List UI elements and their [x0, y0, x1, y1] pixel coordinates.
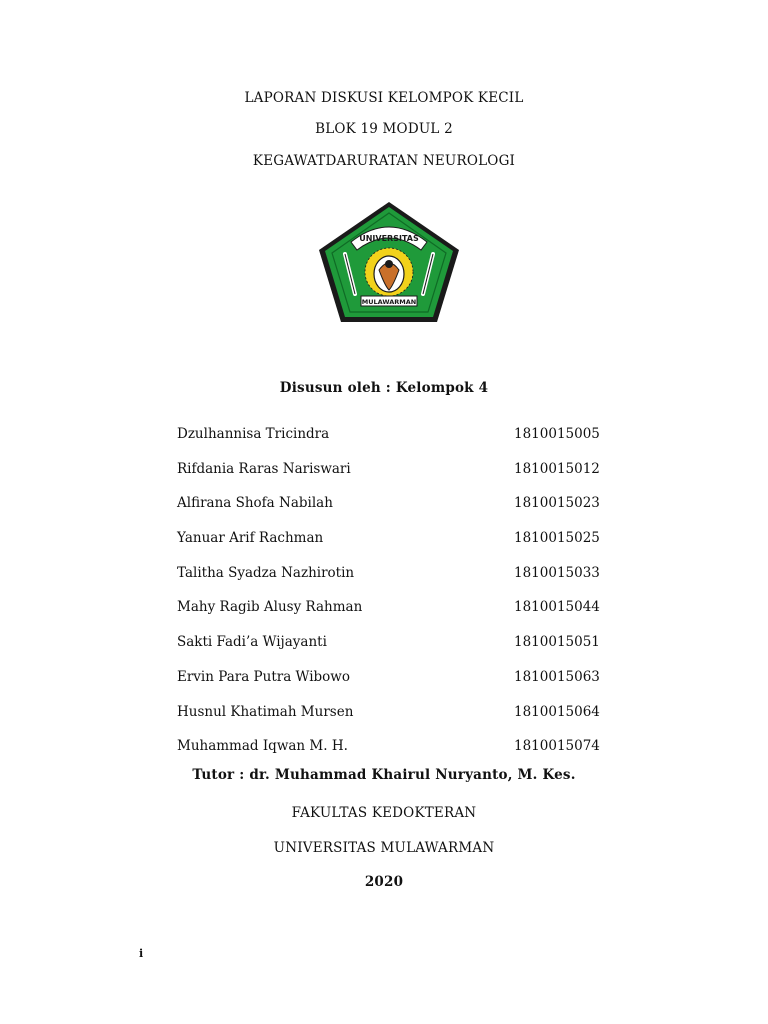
member-nim: 1810015064 — [514, 703, 600, 720]
university-name: UNIVERSITAS MULAWARMAN — [273, 840, 495, 856]
member-name: Talitha Syadza Nazhirotin — [177, 564, 355, 581]
member-name: Alfirana Shofa Nabilah — [177, 495, 333, 512]
member-nim: 1810015025 — [514, 530, 600, 547]
member-nim: 1810015023 — [514, 495, 600, 512]
list-item — [177, 668, 600, 704]
member-nim: 1810015012 — [514, 460, 600, 477]
member-nim: 1810015044 — [514, 599, 600, 616]
member-nim: 1810015033 — [514, 564, 600, 581]
member-nim: 1810015063 — [514, 668, 600, 685]
emblem-top-text: UNIVERSITAS — [359, 234, 419, 243]
list-item — [177, 634, 600, 669]
list-item — [177, 599, 600, 634]
list-item — [177, 530, 600, 565]
list-item — [177, 703, 600, 739]
topic-title: KEGAWATDARURATAN NEUROLOGI — [252, 153, 516, 169]
member-nim: 1810015051 — [514, 634, 600, 651]
member-name: Rifdania Raras Nariswari — [177, 460, 351, 477]
member-name: Muhammad Iqwan M. H. — [177, 738, 348, 755]
tutor-line: Tutor : dr. Muhammad Khairul Nuryanto, M. Kes. — [192, 767, 576, 783]
member-name: Husnul Khatimah Mursen — [177, 703, 354, 720]
prepared-by: Disusun oleh : Kelompok 4 — [279, 380, 489, 396]
year: 2020 — [364, 874, 404, 890]
university-emblem-icon — [315, 198, 463, 326]
member-name: Dzulhannisa Tricindra — [177, 426, 330, 442]
faculty-name: FAKULTAS KEDOKTERAN — [291, 805, 477, 821]
member-name: Sakti Fadi’a Wijayanti — [177, 634, 327, 651]
member-nim: 1810015005 — [514, 426, 600, 442]
member-name: Mahy Ragib Alusy Rahman — [177, 599, 363, 616]
list-item — [177, 460, 600, 496]
member-list — [177, 426, 600, 773]
list-item — [177, 495, 600, 530]
member-nim: 1810015074 — [514, 738, 600, 755]
list-item — [177, 426, 600, 461]
list-item — [177, 564, 600, 600]
page-number: i — [139, 947, 144, 960]
member-name: Ervin Para Putra Wibowo — [177, 668, 350, 685]
report-title: LAPORAN DISKUSI KELOMPOK KECIL — [244, 90, 524, 106]
emblem-bottom-text: MULAWARMAN — [361, 298, 417, 306]
block-module: BLOK 19 MODUL 2 — [315, 121, 453, 137]
member-name: Yanuar Arif Rachman — [177, 530, 324, 547]
